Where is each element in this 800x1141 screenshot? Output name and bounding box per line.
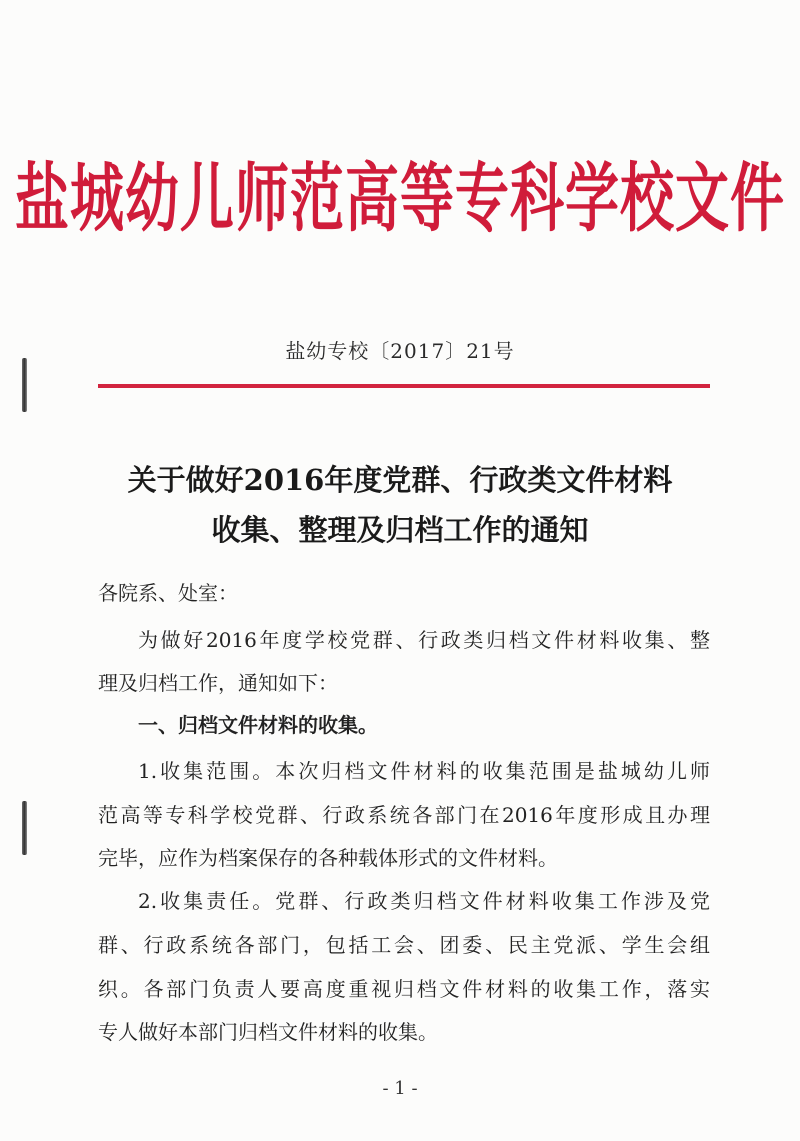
page-number: - 1 - — [382, 1078, 418, 1099]
salutation: 各院系、处室： — [98, 581, 238, 605]
staple-mark — [22, 358, 27, 412]
item-1-line-2: 范高等专科学校党群、行政系统各部门在2016年度形成且办理 — [98, 803, 710, 827]
section-1-heading: 一、归档文件材料的收集。 — [138, 713, 378, 737]
notice-title-line-1: 关于做好2016年度党群、行政类文件材料 — [127, 463, 673, 497]
document-header-title: 盐城幼儿师范高等专科学校文件 — [15, 155, 785, 243]
item-2-line-1: 2.收集责任。党群、行政类归档文件材料收集工作涉及党 — [138, 889, 710, 913]
notice-title-line-2: 收集、整理及归档工作的通知 — [211, 513, 589, 547]
item-1-line-3: 完毕，应作为档案保存的各种载体形式的文件材料。 — [98, 846, 558, 870]
item-1-line-1: 1.收集范围。本次归档文件材料的收集范围是盐城幼儿师 — [138, 759, 710, 783]
item-2-line-3: 织。各部门负责人要高度重视归档文件材料的收集工作，落实 — [98, 977, 710, 1001]
staple-mark — [22, 801, 27, 855]
document-number: 盐幼专校〔2017〕21号 — [285, 339, 515, 363]
intro-line-2: 理及归档工作，通知如下： — [98, 671, 338, 695]
item-2-line-4: 专人做好本部门归档文件材料的收集。 — [98, 1020, 438, 1044]
item-2-line-2: 群、行政系统各部门，包括工会、团委、民主党派、学生会组 — [98, 933, 710, 957]
red-separator-line — [98, 384, 710, 388]
intro-line-1: 为做好2016年度学校党群、行政类归档文件材料收集、整 — [138, 628, 710, 652]
